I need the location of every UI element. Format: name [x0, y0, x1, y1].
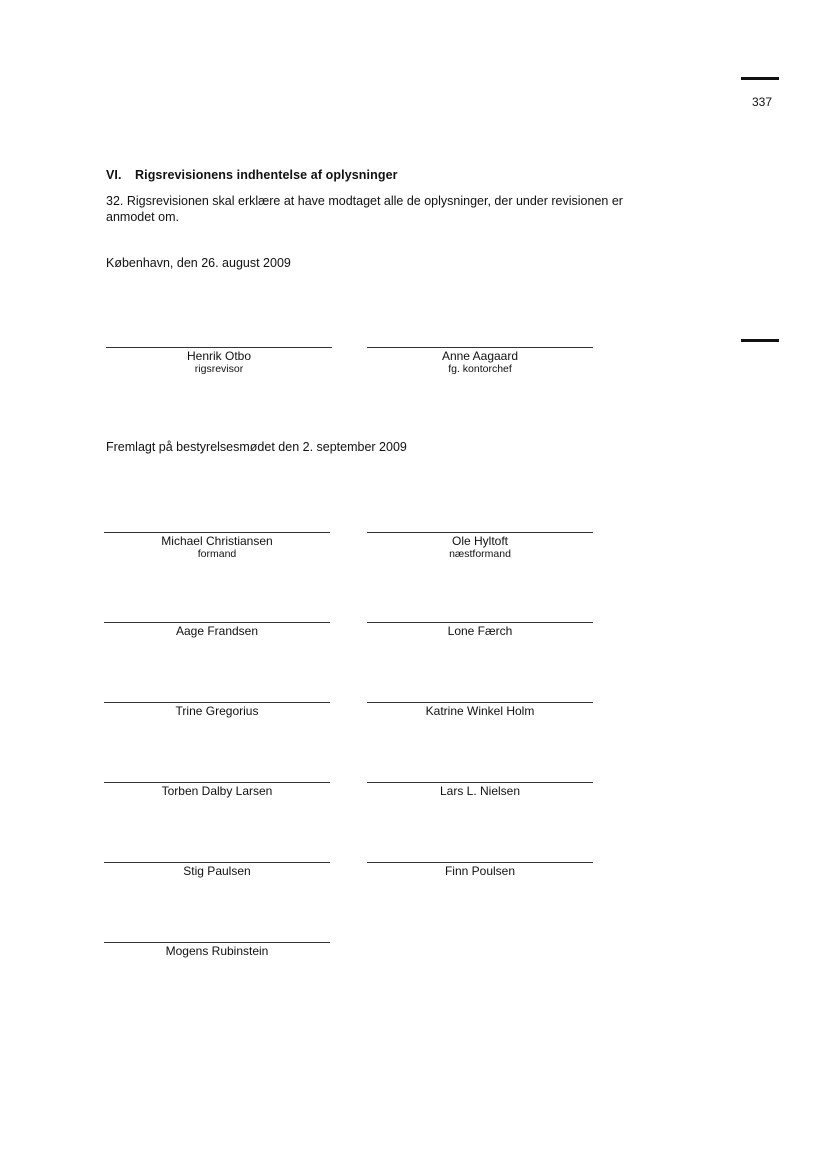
signature-block-stig-paulsen — [104, 862, 330, 878]
section-number: VI. — [106, 168, 122, 182]
signature-block-katrine-winkel-holm — [367, 702, 593, 718]
place-date: København, den 26. august 2009 — [106, 256, 291, 270]
signatory-name: Aage Frandsen — [175, 624, 259, 638]
signatory-title: rigsrevisor — [194, 363, 244, 375]
signature-line — [104, 532, 330, 533]
signature-block-henrik-otbo — [106, 347, 332, 376]
signature-line — [104, 862, 330, 863]
signatory-name: Torben Dalby Larsen — [161, 784, 273, 798]
signature-block-mogens-rubinstein — [104, 942, 330, 958]
signatory-name: Mogens Rubinstein — [165, 944, 269, 958]
signatory-title: fg. kontorchef — [448, 363, 512, 375]
signature-line — [367, 782, 593, 783]
margin-mark-middle — [741, 339, 779, 342]
signatory-title: formand — [197, 548, 237, 560]
signature-line — [106, 347, 332, 348]
signatory-name: Lone Færch — [447, 624, 513, 638]
signature-block-aage-frandsen — [104, 622, 330, 638]
page-number: 337 — [752, 95, 773, 109]
signature-line — [104, 702, 330, 703]
signatory-title: næstformand — [449, 548, 511, 560]
signatory-name: Michael Christiansen — [161, 534, 273, 548]
margin-mark-top — [741, 77, 779, 80]
signatory-name: Stig Paulsen — [183, 864, 251, 878]
signatory-name: Finn Poulsen — [444, 864, 516, 878]
signature-block-lars-l-nielsen — [367, 782, 593, 798]
signature-line — [367, 862, 593, 863]
signature-block-lone-faerch — [367, 622, 593, 638]
signature-line — [104, 622, 330, 623]
signature-line — [104, 942, 330, 943]
section-heading — [106, 168, 398, 182]
signatory-name: Lars L. Nielsen — [439, 784, 521, 798]
signature-block-anne-aagaard — [367, 347, 593, 376]
signature-line — [367, 532, 593, 533]
signature-block-trine-gregorius — [104, 702, 330, 718]
signatory-name: Anne Aagaard — [441, 349, 519, 363]
fremlagt-statement: Fremlagt på bestyrelsesmødet den 2. september 2009 — [106, 440, 407, 454]
signatory-name: Ole Hyltoft — [451, 534, 508, 548]
signatory-name: Trine Gregorius — [175, 704, 259, 718]
section-title: Rigsrevisionens indhentelse af oplysninger — [135, 168, 398, 182]
signature-block-finn-poulsen — [367, 862, 593, 878]
signatory-name: Katrine Winkel Holm — [425, 704, 535, 718]
signature-line — [367, 702, 593, 703]
signature-line — [367, 347, 593, 348]
signatory-name: Henrik Otbo — [186, 349, 252, 363]
signature-line — [367, 622, 593, 623]
signature-block-ole-hyltoft — [367, 532, 593, 561]
signature-block-torben-dalby-larsen — [104, 782, 330, 798]
signature-block-michael-christiansen — [104, 532, 330, 561]
paragraph-32: 32. Rigsrevisionen skal erklære at have modtaget alle de oplysninger, der under revisionen er anmodet om. — [106, 194, 623, 224]
signature-line — [104, 782, 330, 783]
